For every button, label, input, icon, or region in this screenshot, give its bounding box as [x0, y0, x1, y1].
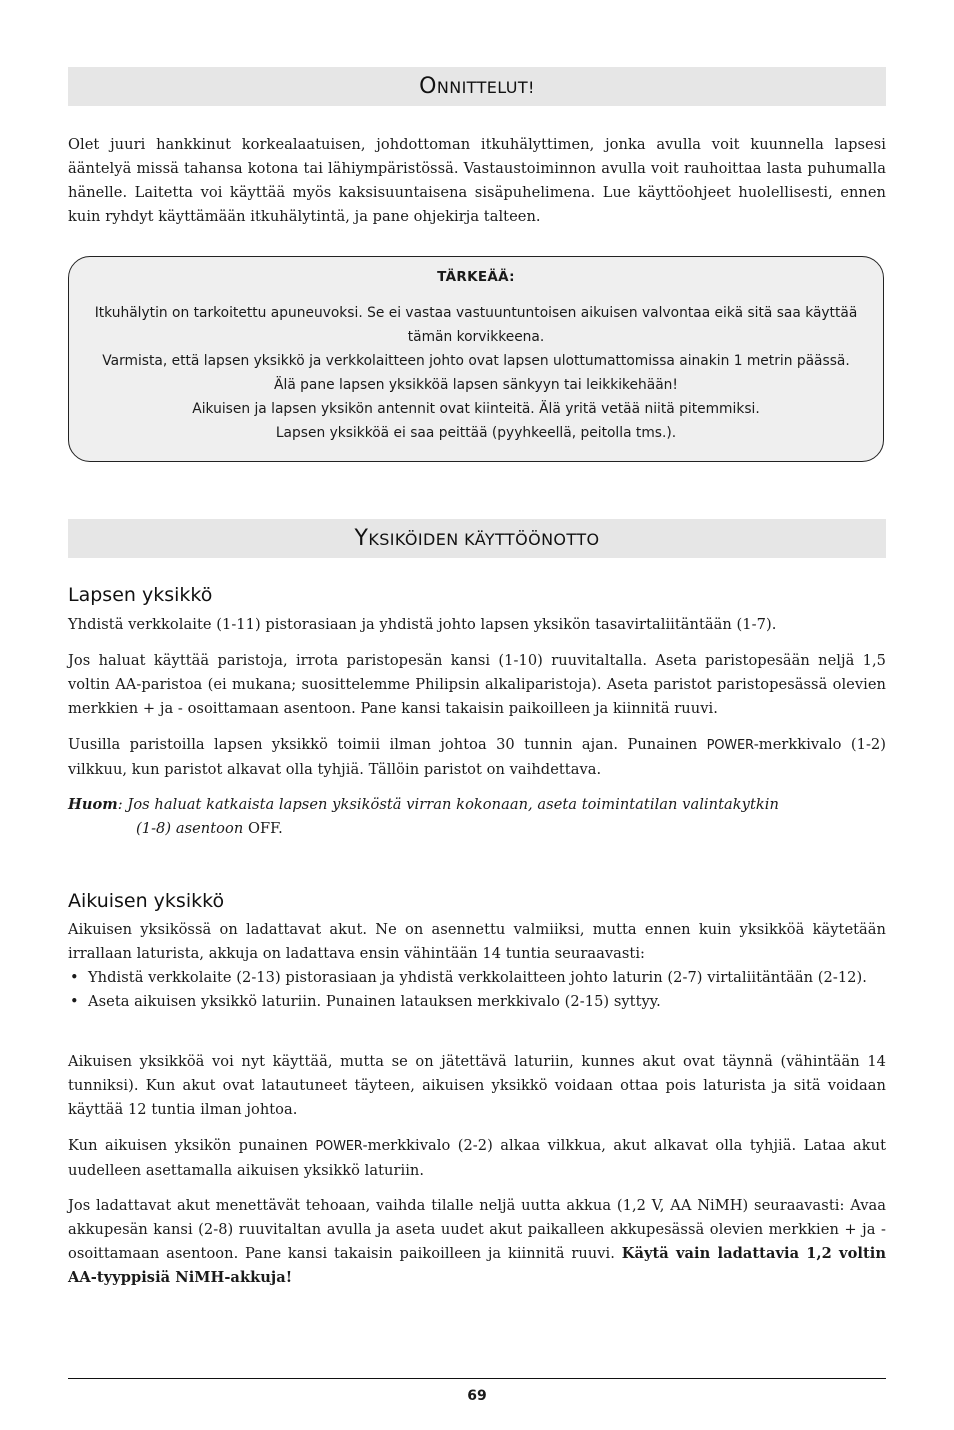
bold-warning: Käytä vain ladattavia 1,2 voltin AA-tyyppisiä NiMH-akkuja!: [68, 1245, 886, 1286]
notice-line: Itkuhälytin on tarkoitettu apuneuvoksi. Se ei vastaa vastuuntuntoisen aikuisen valvontaa eikä sitä saa käyttää tämän korvikkeena.: [94, 305, 858, 345]
paragraph-text: Kun aikuisen yksikön punainen: [68, 1137, 316, 1154]
child-unit-note: [68, 793, 886, 841]
adult-unit-steps: [68, 966, 886, 1014]
section-heading-yksikoiden-kayttoonotto: [68, 519, 886, 558]
notice-line: Aikuisen ja lapsen yksikön antennit ovat kiinteitä. Älä yritä vetää niitä pitemmiksi.: [192, 401, 760, 417]
adult-unit-paragraph-2: Aikuisen yksikköä voi nyt käyttää, mutta se on jätettävä laturiin, kunnes akut ovat täynnä (vähintään 14 tunniksi). Kun akut ovat latautuneet täyteen, aikuisen yksikkö voidaan ottaa pois laturista ja sitä voidaan käyttää 12 tuntia ilman johtoa.: [68, 1053, 886, 1118]
paragraph-text: Uusilla paristoilla lapsen yksikkö toimii ilman johtoa 30 tunnin ajan. Punainen: [68, 736, 707, 753]
note-line-2: [68, 817, 886, 841]
power-label: POWER: [315, 1139, 363, 1154]
list-item: • Yhdistä verkkolaite (2-13) pistorasiaan ja yhdistä verkkolaitteen johto laturin (2-7) virtaliitäntään (2-12).: [68, 966, 886, 990]
paragraph-text: -merkkivalo (2-2) alkaa vilkkua, akut alkavat olla tyhjiä. Lataa akut uudelleen asettamalla aikuisen yksikkö laturiin.: [68, 1137, 886, 1179]
note-text: (1-8) asentoon: [136, 820, 244, 837]
notice-title: TÄRKEÄÄ:: [437, 269, 515, 285]
child-unit-paragraph-3: [68, 733, 886, 782]
notice-body: [91, 301, 861, 445]
section-heading-onnittelut: [68, 67, 886, 106]
paragraph-text: -merkkivalo (1-2) vilkkuu, kun paristot alkavat olla tyhjiä. Tällöin paristot on vaihdettava.: [68, 736, 887, 778]
note-label: Huom: [68, 796, 118, 813]
child-unit-heading: Lapsen yksikkö: [68, 584, 213, 606]
footer-divider: [68, 1378, 886, 1379]
adult-unit-paragraph-1: Aikuisen yksikössä on ladattavat akut. Ne on asennettu valmiiksi, mutta ennen kuin yksikköä käytetään irrallaan laturista, akkuja on ladattava ensin vähintään 14 tuntia seuraavasti:: [68, 921, 886, 962]
page-number: 69: [467, 1388, 487, 1404]
child-unit-paragraph-1: Yhdistä verkkolaite (1-11) pistorasiaan ja yhdistä johto lapsen yksikön tasavirtaliitäntään (1-7).: [68, 616, 777, 633]
child-unit-paragraph-2: Jos haluat käyttää paristoja, irrota paristopesän kansi (1-10) ruuvitaltalla. Aseta paristopesään neljä 1,5 voltin AA-paristoa (ei mukana; suosittelemme Philipsin alkaliparistoja). Aseta paristot paristopesässä olevien merkkien + ja - osoittamaan asentoon. Pane kansi takaisin paikoilleen ja kiinnitä ruuvi.: [68, 652, 886, 717]
note-off: OFF.: [243, 820, 283, 837]
heading-initial: Y: [354, 526, 369, 551]
adult-unit-paragraph-4: [68, 1194, 886, 1290]
note-text: : Jos haluat katkaista lapsen yksiköstä virran kokonaan, aseta toimintatilan valintakytkin: [117, 796, 779, 813]
power-label: POWER: [706, 738, 754, 753]
heading-rest: KSIKÖIDEN KÄYTTÖÖNOTTO: [368, 530, 600, 549]
list-item: • Aseta aikuisen yksikkö laturiin. Punainen latauksen merkkivalo (2-15) syttyy.: [68, 990, 886, 1014]
intro-paragraph: Olet juuri hankkinut korkealaatuisen, johdottoman itkuhälyttimen, jonka avulla voit kuunnella lapsesi ääntelyä missä tahansa kotona tai lähiympäristössä. Vastaustoiminnon avulla voit rauhoittaa lasta puhumalla hänelle. Laitetta voi käyttää myös kaksisuuntaisena sisäpuhelimena. Lue käyttöohjeet huolellisesti, ennen kuin ryhdyt käyttämään itkuhälytintä, ja pane ohjekirja talteen.: [68, 136, 886, 225]
important-notice-box: [68, 256, 884, 462]
notice-line: Varmista, että lapsen yksikkö ja verkkolaitteen johto ovat lapsen ulottumattomissa ainakin 1 metrin päässä. Älä pane lapsen yksikköä lapsen sänkyyn tai leikkikehään!: [102, 353, 850, 393]
adult-unit-heading: Aikuisen yksikkö: [68, 890, 225, 912]
notice-line: Lapsen yksikköä ei saa peittää (pyyhkeellä, peitolla tms.).: [275, 425, 677, 441]
adult-unit-paragraph-3: [68, 1134, 886, 1183]
heading-rest: NNITTELUT!: [436, 78, 535, 97]
heading-initial: O: [419, 74, 437, 99]
paragraph-text: Jos ladattavat akut menettävät tehoaan, vaihda tilalle neljä uutta akkua (1,2 V, AA NiMH) seuraavasti: Avaa akkupesän kansi (2-8) ruuvitaltan avulla ja aseta uudet akut paikalleen akkupesässä olevien merkkien + ja - osoittamaan asentoon. Pane kansi takaisin paikoilleen ja kiinnitä ruuvi.: [68, 1197, 886, 1262]
